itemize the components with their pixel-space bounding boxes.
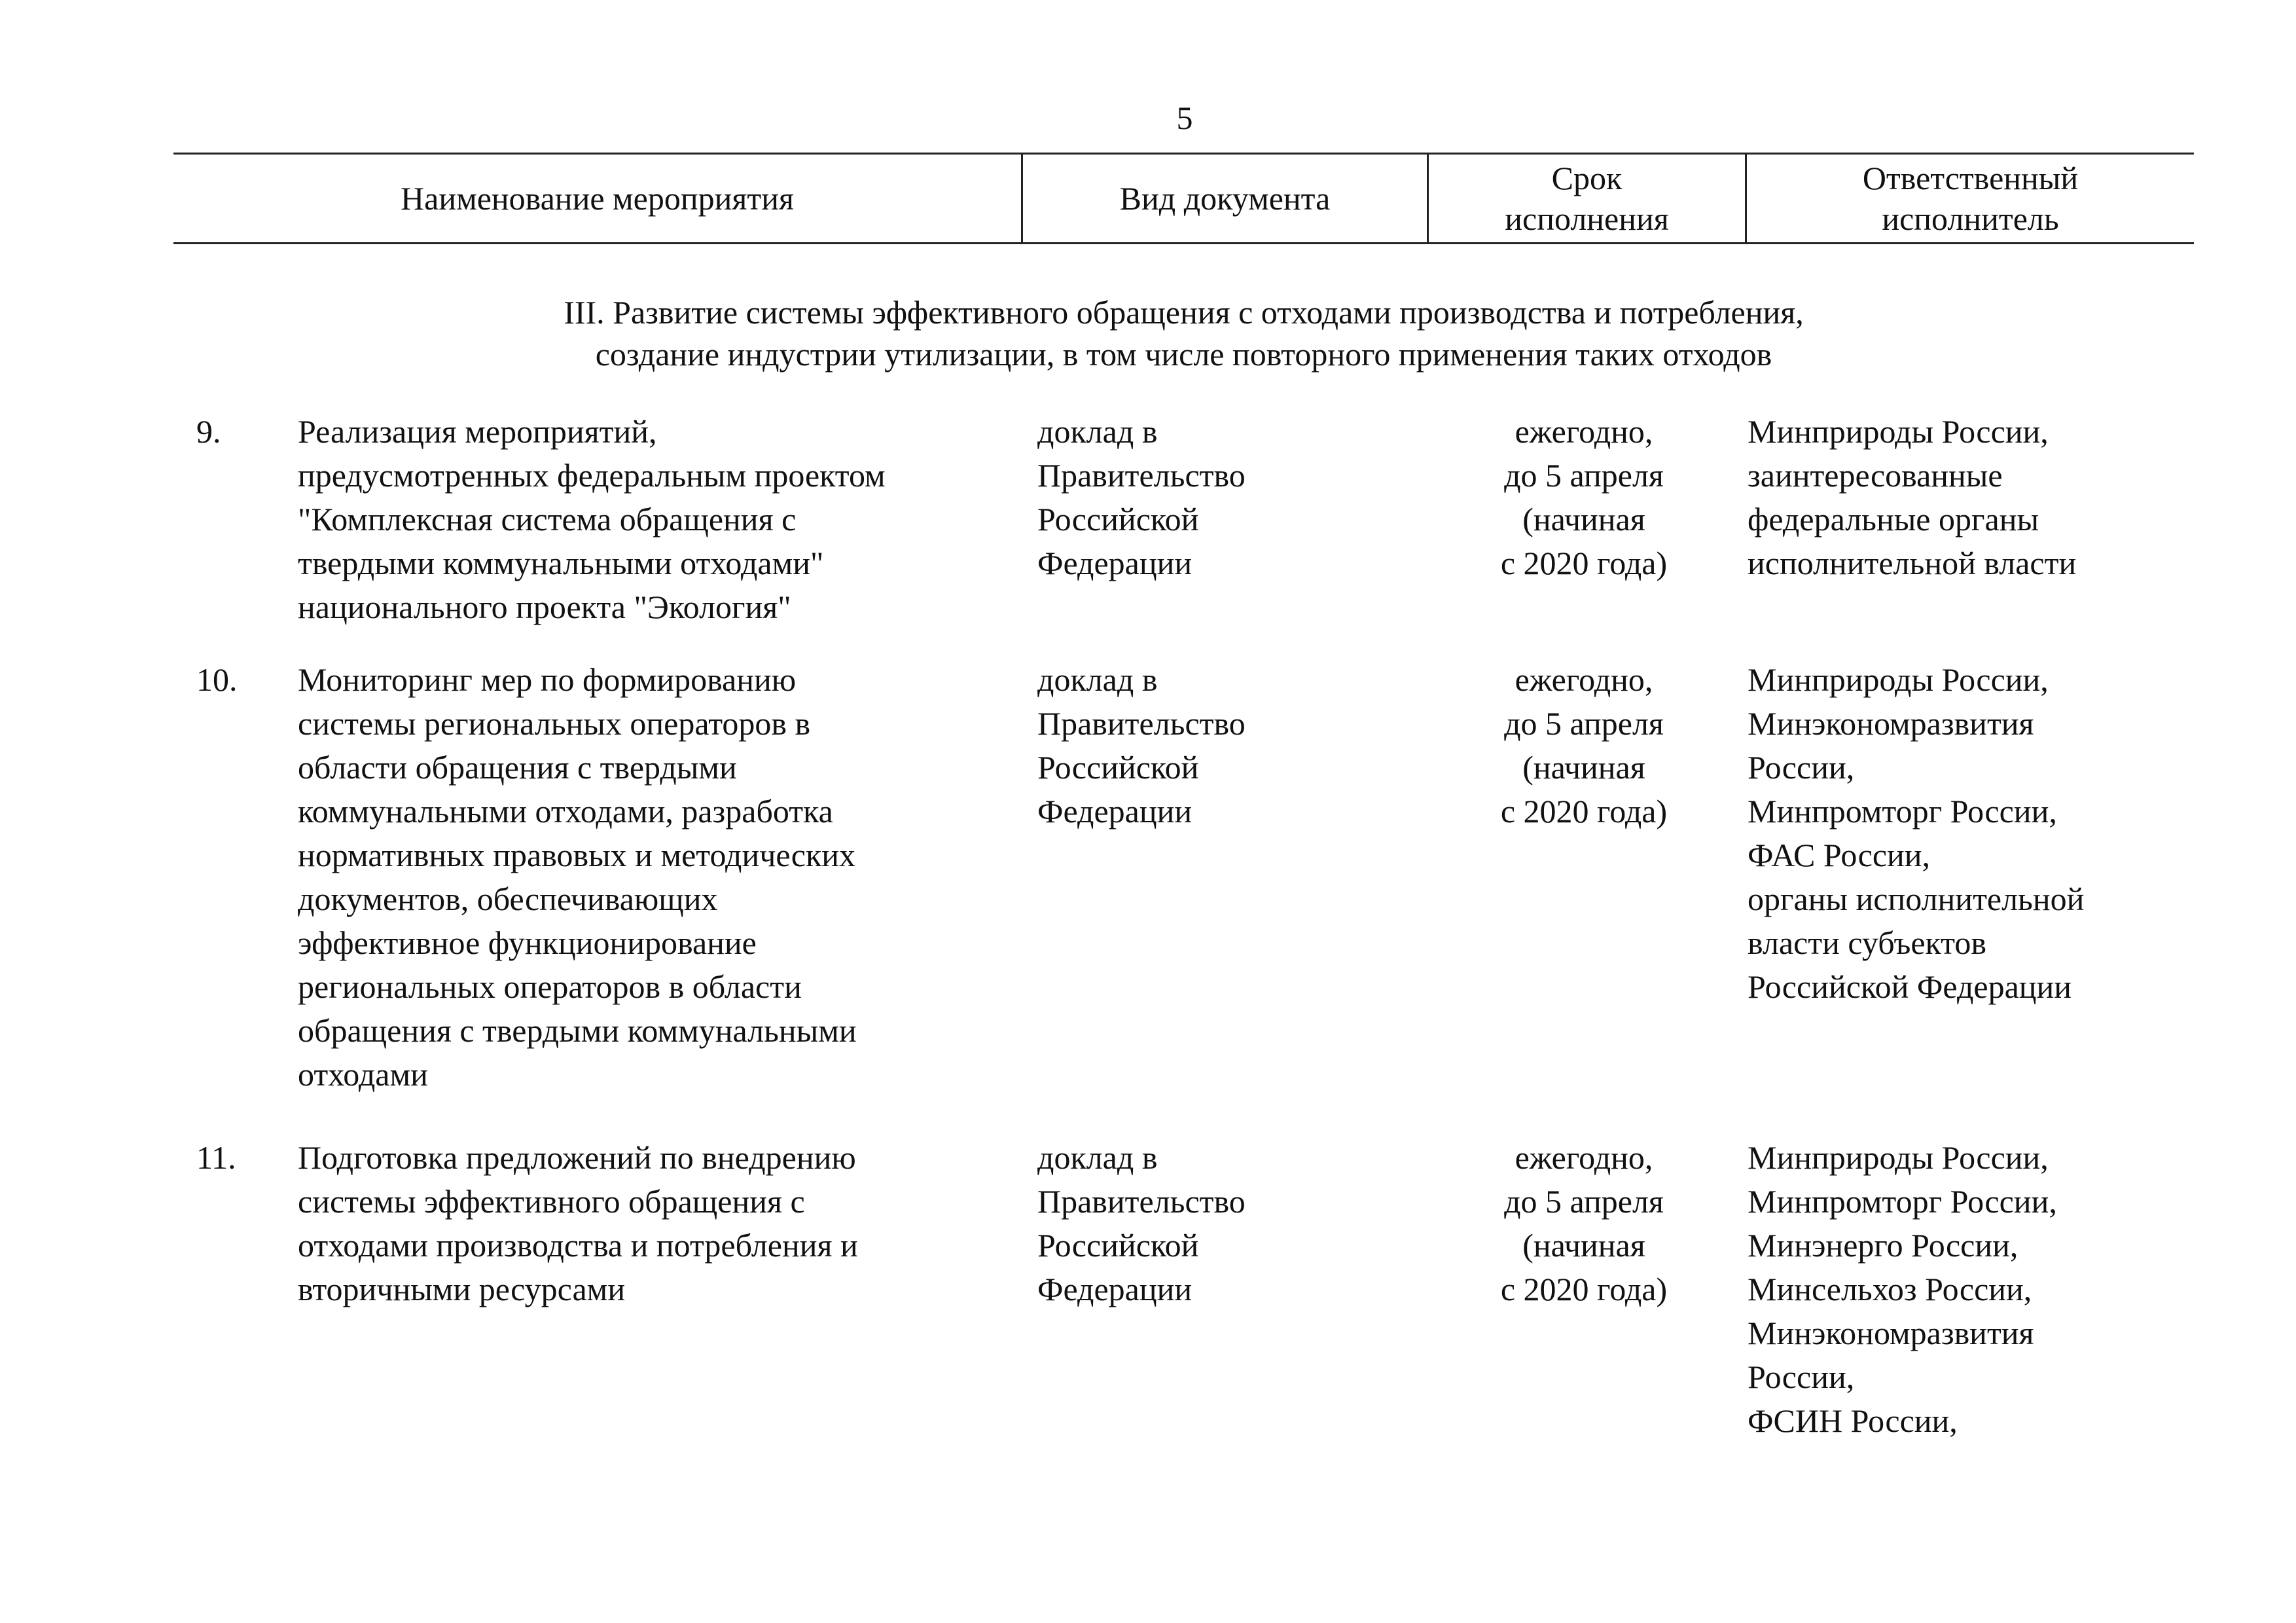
row-number: 9.	[196, 413, 221, 450]
row-number: 10.	[196, 661, 238, 698]
row-event-name: Мониторинг мер по формированию системы региональных операторов в области обращения с твердыми коммунальными отходами, разработка нормативных правовых и методических документов, обеспечивающих эффективное функционирование региональных операторов в области обращения с твердыми коммунальными отходами	[298, 661, 857, 1093]
header-deadline-line1: Срок	[1551, 160, 1623, 196]
page-number: 5	[1176, 100, 1193, 136]
header-responsible-line1: Ответственный	[1862, 160, 2079, 196]
header-document-type: Вид документа	[1021, 155, 1427, 242]
header-responsible-line2: исполнитель	[1882, 200, 2059, 237]
row-document-type: доклад в Правительство Российской Федерации	[1037, 1139, 1246, 1307]
row-responsible: Минприроды России, заинтересованные федеральные органы исполнительной власти	[1748, 413, 2077, 581]
header-event-name: Наименование мероприятия	[401, 180, 794, 217]
row-responsible: Минприроды России, Минпромторг России, Минэнерго России, Минсельхоз России, Минэкономразвития России, ФСИН России,	[1748, 1139, 2057, 1439]
row-event-name: Реализация мероприятий, предусмотренных федеральным проектом "Комплексная система обращения с твердыми коммунальными отходами" национального проекта "Экология"	[298, 413, 886, 625]
row-deadline: ежегодно, до 5 апреля (начиная с 2020 года)	[1500, 1139, 1668, 1307]
row-responsible: Минприроды России, Минэкономразвития России, Минпромторг России, ФАС России, органы исполнительной власти субъектов Российской Федерации	[1748, 661, 2085, 1005]
row-number: 11.	[196, 1139, 236, 1176]
table-header	[173, 153, 2194, 244]
section-title-line2: создание индустрии утилизации, в том числе повторного применения таких отходов	[595, 336, 1772, 373]
header-deadline-line2: исполнения	[1505, 200, 1669, 237]
section-title	[173, 291, 2194, 375]
row-deadline: ежегодно, до 5 апреля (начиная с 2020 года)	[1500, 413, 1668, 581]
row-document-type: доклад в Правительство Российской Федерации	[1037, 661, 1246, 830]
section-title-line1: III. Развитие системы эффективного обращения с отходами производства и потребления,	[564, 294, 1804, 331]
row-document-type: доклад в Правительство Российской Федерации	[1037, 413, 1246, 581]
header-responsible	[1745, 155, 2194, 242]
header-deadline	[1427, 155, 1745, 242]
row-event-name: Подготовка предложений по внедрению системы эффективного обращения с отходами производства и потребления и вторичными ресурсами	[298, 1139, 858, 1307]
row-deadline: ежегодно, до 5 апреля (начиная с 2020 года)	[1500, 661, 1668, 830]
